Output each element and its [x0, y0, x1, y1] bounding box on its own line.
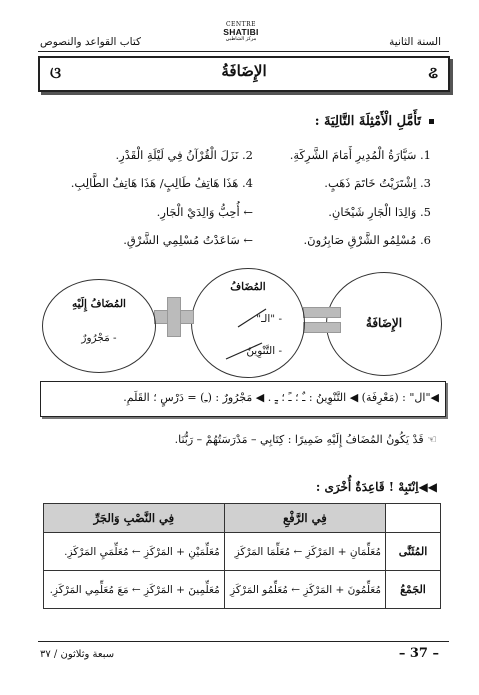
- table-corner: [386, 504, 441, 533]
- ornament-right-icon: ଌ: [428, 63, 438, 82]
- definition-text: ◀"ال" : (مَعْرِفَة) ◀ التَّنْوِينُ : ـٌ ؛ ـً ؛ ـٍ . ◀ مَجْرُورٌ : (ـِ) = دَرْسٍ ؛ القَلَمِ.: [123, 391, 439, 404]
- strike-al-icon: [234, 307, 270, 329]
- logo-sub-text: مركز الشاطبي: [225, 35, 257, 42]
- example-5: 5. وَالِدَا الْجَارِ شَيْخَانِ.: [328, 205, 431, 219]
- grade-label: السنة الثانية: [389, 36, 441, 48]
- shatibi-logo: [222, 22, 260, 42]
- strike-tanwin-icon: [222, 341, 266, 361]
- table-row: [44, 533, 441, 571]
- equals-bar-bottom: [303, 322, 341, 333]
- ornament-left-icon: ଓ: [50, 63, 62, 82]
- example-4: 4. هَذَا هَاتِفُ طَالِبٍ/ هَذَا هَاتِفُ الطَّالِبِ.: [70, 176, 253, 190]
- logo-main-text: SHATIBI: [223, 27, 259, 37]
- table-header-row: [44, 504, 441, 533]
- row-label-plural: الجَمْعُ: [386, 571, 441, 609]
- mudaf-ilayh-majrur: - مَجْرُورٌ: [81, 332, 117, 344]
- page-number: – 37 –: [398, 646, 439, 661]
- mudaf-title: المُضَافُ: [230, 281, 266, 293]
- header-rule: [38, 51, 449, 52]
- examples-heading: [315, 114, 434, 129]
- mudaf-circle: [191, 268, 305, 378]
- cell-dual-nasb: مُعَلِّمَيْنِ + المَرْكَزِ ← مُعَلِّمَيِ المَرْكَزِ.: [44, 533, 225, 571]
- cell-dual-raf: مُعَلِّمَانِ + المَرْكَزِ ← مُعَلِّمَا المَرْكَزِ: [224, 533, 385, 571]
- table-row: [44, 571, 441, 609]
- examples-heading-text: تَأَمَّلِ الْأَمْثِلَةَ التَّالِيَةَ :: [314, 114, 421, 129]
- title-box: [38, 56, 450, 92]
- logo-centre-text: CENTRE: [225, 21, 257, 28]
- plus-bar-vertical: [167, 297, 181, 337]
- pronoun-note: ☜ قَدْ يَكُونُ المُضَافُ إِلَيْهِ ضَمِيرًا : كِتَابِي – مَدْرَسَتُهُمْ – رَبُّنَا.: [174, 433, 437, 446]
- page-title: الإِضَافَةُ: [221, 62, 267, 80]
- example-1: 1. سَيَّارَةُ الْمُدِيرِ أَمَامَ الشَّرِكَةِ.: [289, 148, 431, 162]
- mudaf-no-tanwin: - التَّنْوِينُ: [246, 345, 282, 357]
- cell-plural-raf: مُعَلِّمُونَ + المَرْكَزِ ← مُعَلِّمُو المَرْكَزِ: [224, 571, 385, 609]
- example-2: 2. نَزَلَ الْقُرْآنُ فِي لَيْلَةِ الْقَدْرِ.: [115, 148, 253, 162]
- example-3: 3. اِشْتَرَيْتُ خَاتَمَ ذَهَبٍ.: [324, 176, 431, 190]
- mudaf-ilayh-title: المُضَافُ إِلَيْهِ: [72, 298, 126, 310]
- example-6-arrow: ← سَاعَدْتُ مُسْلِمِي الشَّرْقِ.: [123, 233, 253, 247]
- cell-plural-nasb: مُعَلِّمِينَ + المَرْكَزِ ← مَعَ مُعَلِّمِي المَرْكَزِ.: [44, 571, 225, 609]
- header-raf: فِي الرَّفْعِ: [224, 504, 385, 533]
- square-bullet-icon: [429, 119, 434, 124]
- row-label-dual: المُثَنَّى: [386, 533, 441, 571]
- mudaf-ilayh-circle: [42, 279, 156, 373]
- example-5-arrow: ← أُحِبُّ وَالِدَيْ الْجَارِ.: [156, 205, 253, 219]
- rules-table: [43, 503, 441, 609]
- book-title: كتاب القواعد والنصوص: [40, 36, 142, 48]
- another-rule-note: ◀◀اِنْتَبِهْ ! قَاعِدَةٌ أُخْرَى :: [315, 480, 437, 494]
- equals-bar-top: [303, 307, 341, 318]
- page-number-words: سبعة وثلاثون / ٣٧: [40, 649, 115, 660]
- definition-box: [40, 381, 446, 417]
- footer-rule: [38, 641, 449, 642]
- result-label: الإِضَافَةُ: [365, 316, 403, 330]
- result-circle: [326, 272, 442, 376]
- header-nasb: فِي النَّصْبِ وَالجَرِّ: [44, 504, 225, 533]
- mudaf-no-al: - "الـ": [256, 313, 282, 325]
- example-6: 6. مُسْلِمُو الشَّرْقِ صَابِرُونَ.: [303, 233, 431, 247]
